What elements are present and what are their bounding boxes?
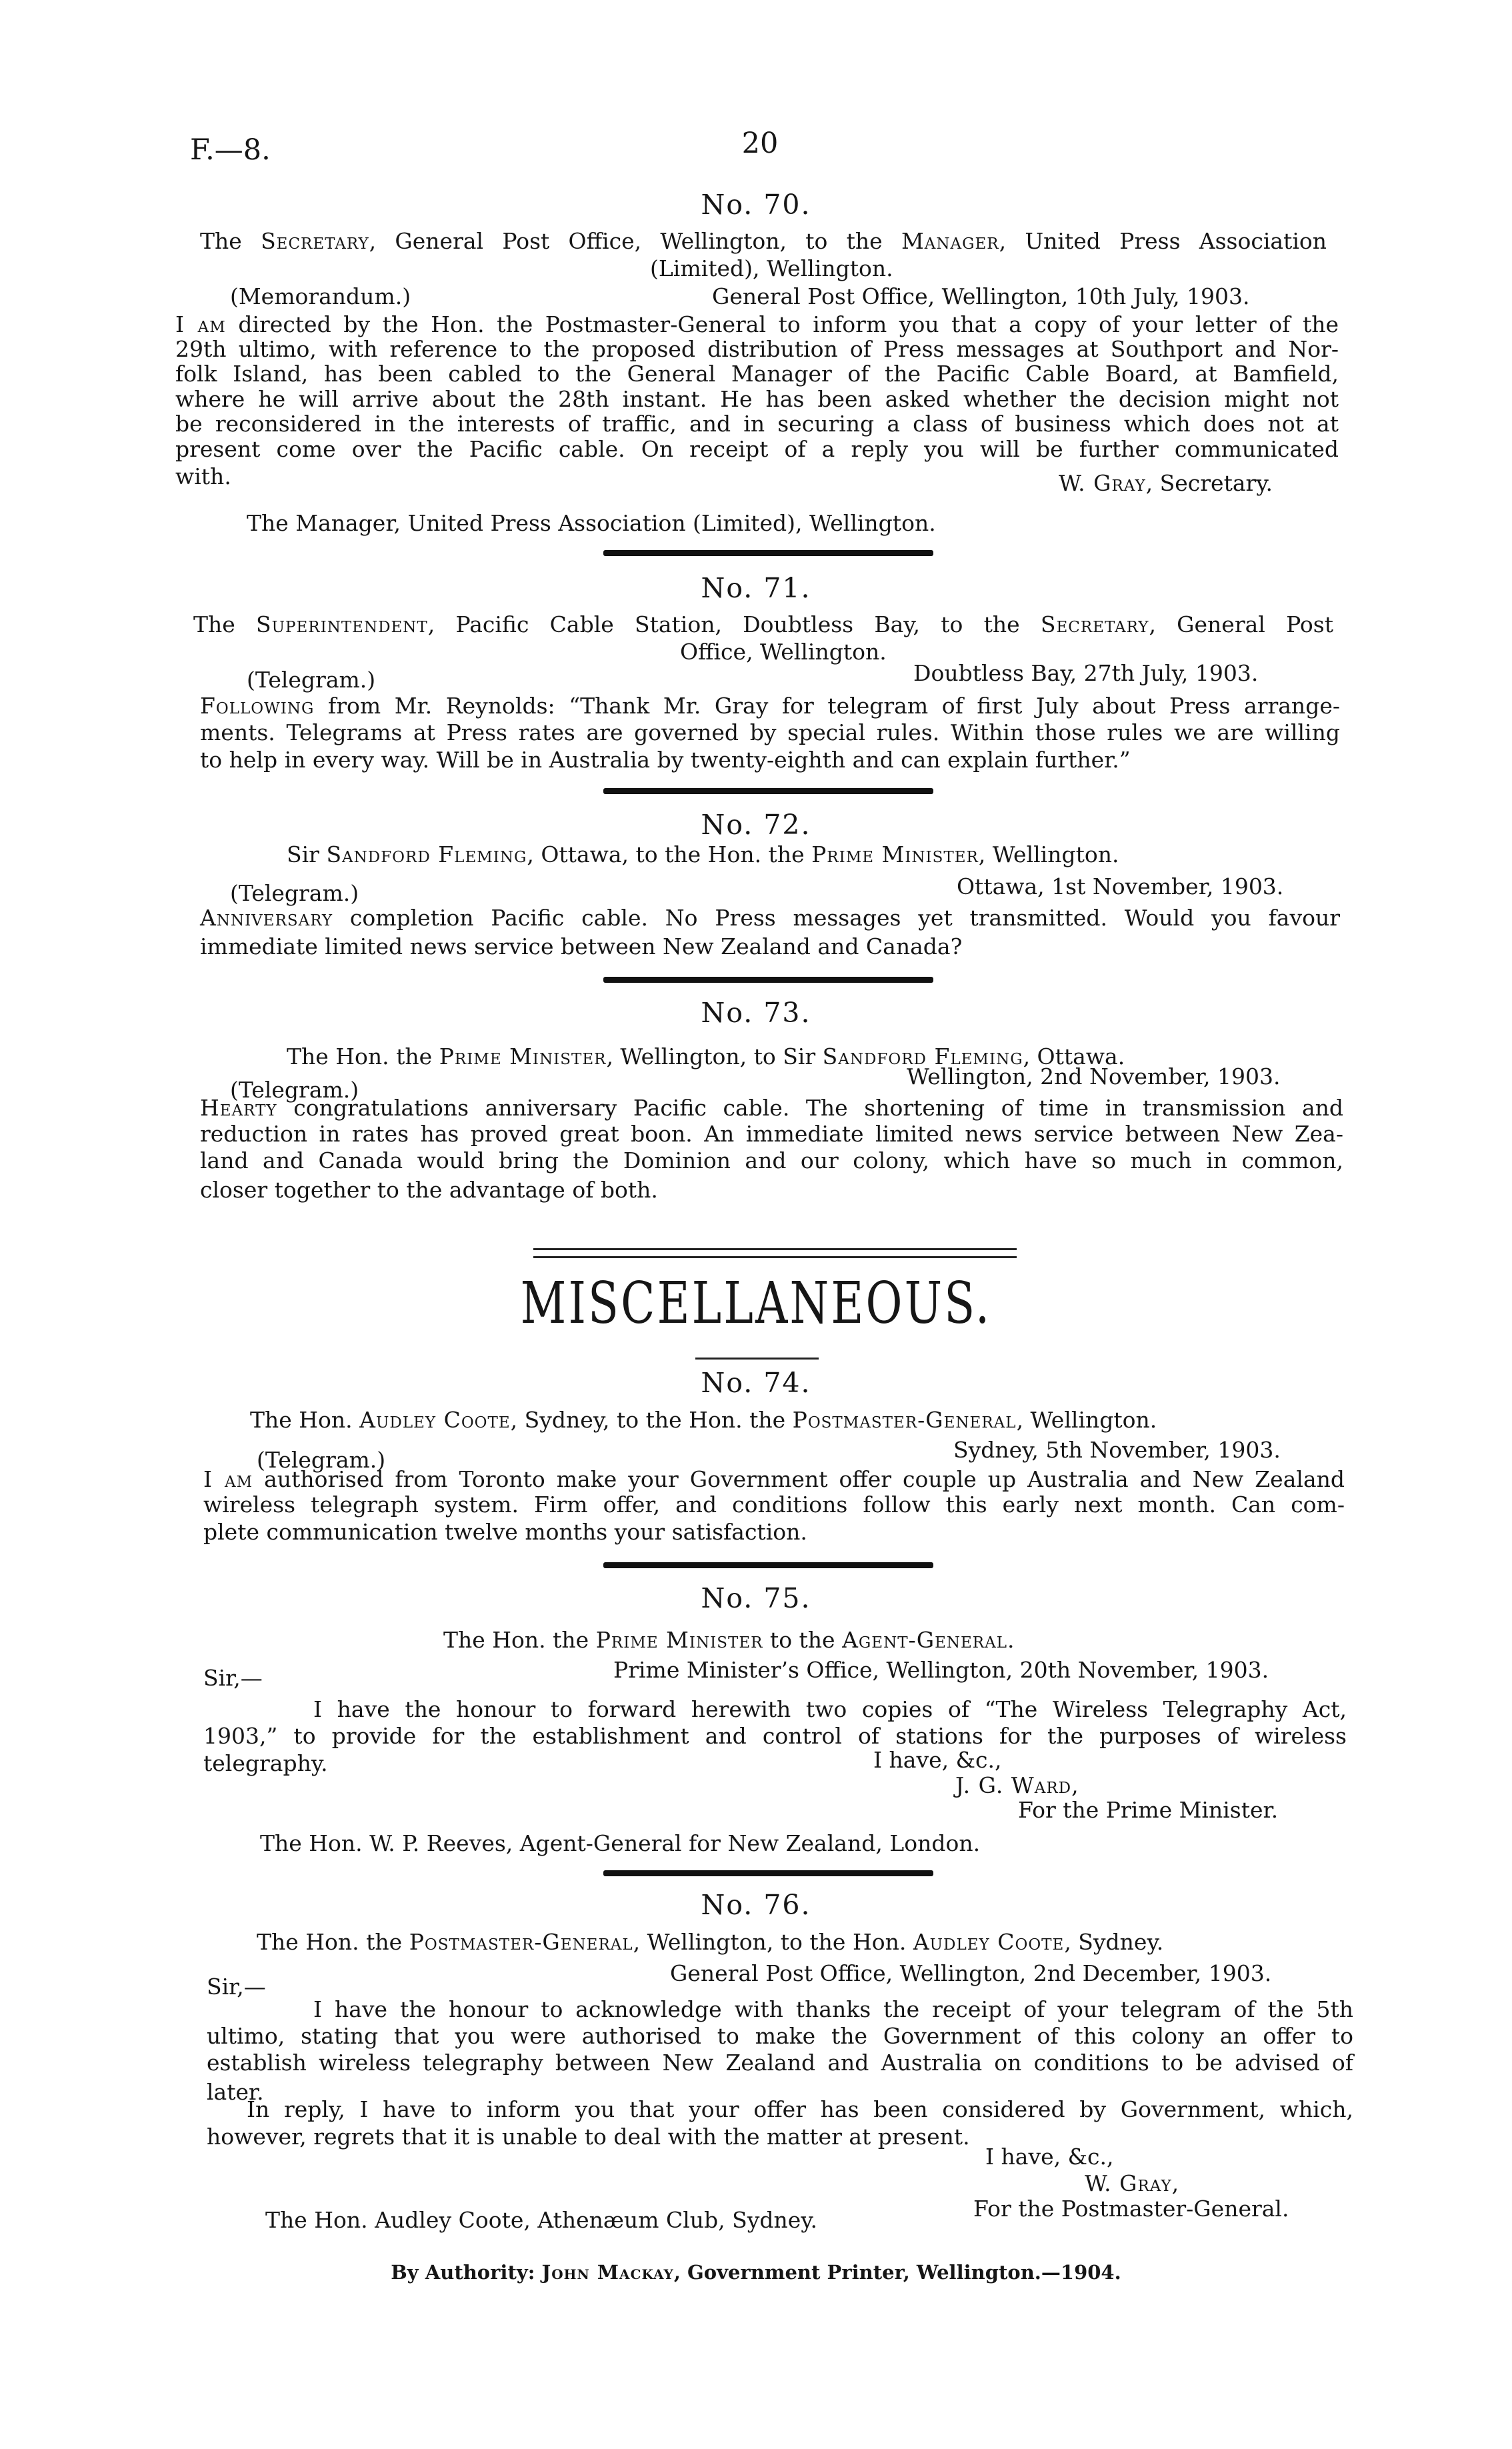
letter-address: Sir Sandford Fleming, Ottawa, to the Hon. the Prime Minister, Wellington. [287, 841, 1119, 867]
letter-salutation: Sir,— [203, 1665, 263, 1691]
letter-address: The Hon. the Prime Minister, Wellington, to Sir Sandford Fleming, Ottawa. [287, 1043, 1125, 1069]
section-divider [603, 1562, 933, 1568]
letter-body-line: where he will arrive about the 28th instant. He has been asked whether the decision might not [175, 386, 1339, 412]
letter-body-line: reduction in rates has proved great boon. An immediate limited news service between New Zea- [200, 1121, 1343, 1147]
page-number: 20 [741, 127, 779, 160]
letter-body-line: I am directed by the Hon. the Postmaster-General to inform you that a copy of your letter of the [175, 311, 1339, 337]
letter-address: The Hon. Audley Coote, Sydney, to the Hon. the Postmaster-General, Wellington. [250, 1407, 1157, 1433]
letter-recipient: The Hon. Audley Coote, Athenæum Club, Sydney. [265, 2207, 818, 2233]
letter-number: No. 72. [701, 809, 811, 841]
letter-body-line: closer together to the advantage of both. [200, 1177, 658, 1203]
letter-address-line2: (Limited), Wellington. [650, 255, 893, 281]
letter-place-date: Sydney, 5th November, 1903. [953, 1437, 1281, 1463]
letter-body-line: establish wireless telegraphy between New Zealand and Australia on conditions to be advised of [207, 2050, 1353, 2076]
letter-signature: W. Gray, [1085, 2170, 1179, 2196]
letter-kind: (Memorandum.) [230, 283, 411, 309]
letter-recipient: The Manager, United Press Association (Limited), Wellington. [247, 510, 936, 536]
letter-body-line: telegraphy. [203, 1750, 328, 1776]
letter-place-date: Ottawa, 1st November, 1903. [957, 873, 1284, 899]
letter-body-line: I have the honour to acknowledge with thanks the receipt of your telegram of the 5th [313, 1996, 1353, 2022]
letter-number: No. 73. [701, 997, 811, 1029]
letter-body-line: be reconsidered in the interests of traffic, and in securing a class of business which does not at [175, 411, 1339, 437]
letter-closing: I have, &c., [873, 1747, 1002, 1773]
section-divider [603, 550, 933, 556]
letter-address: The Superintendent, Pacific Cable Station, Doubtless Bay, to the Secretary, General Post [193, 611, 1333, 637]
letter-address: The Hon. the Prime Minister to the Agent-General. [443, 1627, 1015, 1653]
letter-place-date: General Post Office, Wellington, 10th July, 1903. [712, 283, 1250, 309]
letter-body-line: land and Canada would bring the Dominion and our colony, which have so much in common, [200, 1147, 1343, 1173]
letter-signature-role: For the Postmaster-General. [973, 2196, 1289, 2222]
letter-body-line: folk Island, has been cabled to the General Manager of the Pacific Cable Board, at Bamfield, [175, 361, 1339, 387]
letter-address: The Secretary, General Post Office, Wellington, to the Manager, United Press Association [200, 228, 1327, 254]
letter-body-line: ultimo, stating that you were authorised to make the Government of this colony an offer to [207, 2023, 1353, 2049]
letter-body-line: with. [175, 463, 231, 489]
letter-number: No. 76. [701, 1889, 811, 1921]
letter-place-date: General Post Office, Wellington, 2nd December, 1903. [670, 1960, 1272, 1986]
letter-closing: I have, &c., [985, 2144, 1114, 2170]
letter-number: No. 70. [701, 189, 811, 221]
section-divider [603, 977, 933, 983]
section-title-rule [695, 1358, 819, 1360]
letter-place-date: Wellington, 2nd November, 1903. [907, 1063, 1281, 1089]
letter-salutation: Sir,— [207, 1974, 266, 2000]
page-reference: F.—8. [190, 133, 271, 167]
letter-body-line: plete communication twelve months your satisfaction. [203, 1519, 807, 1545]
letter-kind: (Telegram.) [230, 1077, 359, 1103]
letter-body-line: wireless telegraph system. Firm offer, and conditions follow this early next month. Can com- [203, 1492, 1345, 1518]
letter-body-line: Following from Mr. Reynolds: “Thank Mr. Gray for telegram of first July about Press arrange- [200, 693, 1340, 719]
letter-place-date: Prime Minister’s Office, Wellington, 20th November, 1903. [613, 1657, 1269, 1683]
section-divider [603, 788, 933, 794]
letter-kind: (Telegram.) [257, 1447, 386, 1473]
letter-signature: W. Gray, Secretary. [1059, 470, 1273, 496]
letter-body-line: I am authorised from Toronto make your Government offer couple up Australia and New Zealand [203, 1466, 1345, 1492]
letter-number: No. 75. [701, 1582, 811, 1614]
letter-recipient: The Hon. W. P. Reeves, Agent-General for New Zealand, London. [260, 1830, 981, 1856]
double-rule [533, 1248, 1017, 1258]
letter-signature-role: For the Prime Minister. [1018, 1797, 1279, 1823]
letter-body-line: ments. Telegrams at Press rates are governed by special rules. Within those rules we are willing [200, 719, 1340, 745]
printer-imprint: By Authority: John Mackay, Government Printer, Wellington.—1904. [391, 2261, 1121, 2284]
letter-body-line: Anniversary completion Pacific cable. No Press messages yet transmitted. Would you favour [200, 905, 1340, 931]
letter-number: No. 74. [701, 1367, 811, 1399]
letter-body-line: I have the honour to forward herewith two copies of “The Wireless Telegraphy Act, [313, 1696, 1347, 1722]
letter-body-line: Hearty congratulations anniversary Pacific cable. The shortening of time in transmission and [200, 1095, 1343, 1121]
letter-body-line: present come over the Pacific cable. On receipt of a reply you will be further communicated [175, 436, 1339, 462]
letter-address-line2: Office, Wellington. [680, 639, 887, 665]
section-divider [603, 1870, 933, 1876]
letter-number: No. 71. [701, 572, 811, 604]
letter-body-line: however, regrets that it is unable to deal with the matter at present. [207, 2124, 970, 2150]
letter-place-date: Doubtless Bay, 27th July, 1903. [913, 660, 1259, 686]
letter-body-line: 1903,” to provide for the establishment and control of stations for the purposes of wireless [203, 1723, 1347, 1749]
section-title: MISCELLANEOUS. [520, 1270, 992, 1337]
letter-body-line: 29th ultimo, with reference to the proposed distribution of Press messages at Southport and Nor- [175, 336, 1339, 362]
letter-signature: J. G. Ward, [955, 1772, 1079, 1798]
letter-body-line: immediate limited news service between New Zealand and Canada? [200, 933, 963, 959]
letter-body-line: later. [207, 2079, 264, 2105]
letter-kind: (Telegram.) [230, 880, 359, 906]
letter-body-line: to help in every way. Will be in Australia by twenty-eighth and can explain further.” [200, 747, 1131, 773]
letter-body-line: In reply, I have to inform you that your offer has been considered by Government, which, [247, 2096, 1353, 2122]
letter-address: The Hon. the Postmaster-General, Wellington, to the Hon. Audley Coote, Sydney. [257, 1929, 1164, 1955]
letter-kind: (Telegram.) [247, 667, 376, 693]
